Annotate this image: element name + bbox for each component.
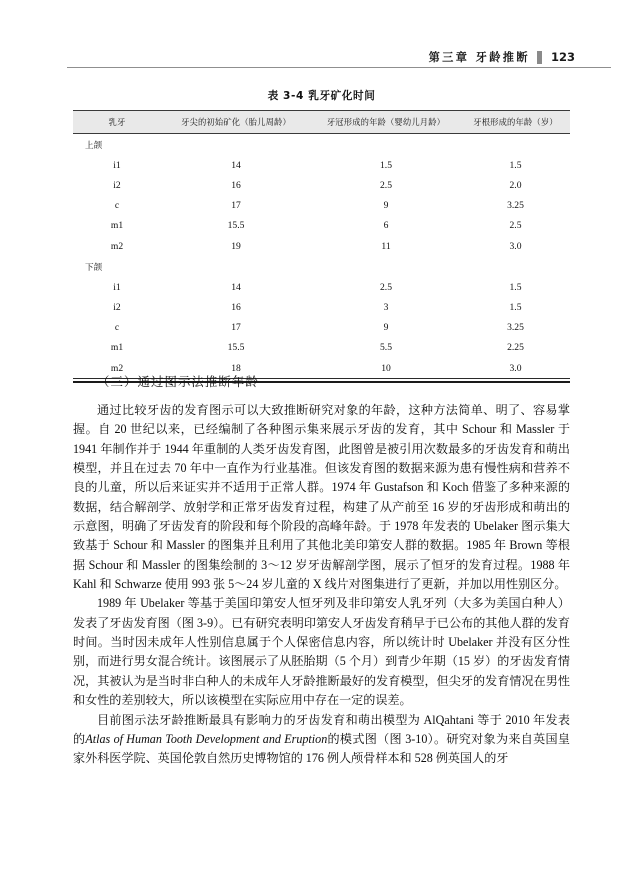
paragraph-1: 通过比较牙齿的发育图示可以大致推断研究对象的年龄，这种方法简单、明了、容易掌握。自 20 世纪以来，已经编制了各种图示集来展示牙齿的发育，其中 Schour 和 Massler 于 1941 年制作并于 1944 年重制的人类牙齿发育图，此图曾是被引用次数最多的牙齿发育和萌出模型，并且在过去 70 年中一直作为行业基准。但该发育图的数据来源为患有慢性病和营养不良的儿童，所以后来证实并不适用于正常人群。1974 年 Gustafson 和 Koch 借鉴了多种来源的数据，结合解剖学、放射学和正常牙齿发育过程，构建了从产前至 16 岁的牙齿形成和萌出的示意图，明确了牙齿发育的阶段和每个阶段的高峰年龄。于 1978 年发表的 Ubelaker 图示集大致基于 Schour 和 Massler 的图集并且利用了其他北美印第安人群的数据。1985 年 Brown 等根据 Schour 和 Massler 的图集绘制的 3～12 岁牙齿解剖学图，展示了恒牙的发育过程。1988 年 Kahl 和 Schwarze 使用 993 张 5～24 岁儿童的 X 线片对图集进行了更新，并加以用性别区分。	[73, 403, 570, 592]
header-divider-bar	[537, 51, 542, 64]
cell-crown: 5.5	[380, 342, 392, 354]
cell-tooth: m1	[110, 220, 124, 232]
cell-root: 1.5	[509, 302, 522, 314]
cell-root: 3.25	[507, 200, 524, 212]
cell-crown: 1.5	[380, 159, 392, 171]
cell-root: 1.5	[509, 159, 522, 171]
cell-tooth: c	[114, 200, 120, 212]
paragraph-3-pre: 目前图示法牙龄推断最具有影响力的牙齿发育和萌出模型为 AlQahtani 等于 2010 年发表的	[73, 712, 570, 746]
cell-mineralization: 15.5	[227, 220, 245, 232]
cell-crown: 9	[383, 200, 389, 212]
cell-root: 2.0	[509, 179, 522, 191]
table-body	[73, 134, 570, 379]
cell-root: 2.5	[509, 220, 522, 232]
cell-mineralization: 15.5	[227, 342, 245, 354]
cell-mineralization: 17	[231, 200, 241, 212]
page-number: 123	[550, 50, 575, 64]
cell-tooth: m1	[110, 342, 124, 354]
cell-tooth: m2	[110, 240, 124, 252]
table-section	[73, 88, 570, 383]
column-header-mineralization: 牙尖的初始矿化（胎儿周龄）	[161, 111, 311, 134]
group-label-lower: 下颌	[85, 262, 103, 273]
table-row	[73, 196, 570, 216]
table-row	[73, 216, 570, 236]
cell-mineralization: 14	[231, 159, 241, 171]
cell-tooth: i2	[113, 179, 121, 191]
cell-crown: 2.5	[380, 281, 392, 293]
cell-tooth: i2	[113, 302, 121, 314]
section-heading: （三）通过图示法推断年龄	[97, 374, 259, 389]
paragraph-3-post: 的模式图（图 3-10）。研究对象为来自英国皇家外科医学院、英国伦敦自然历史博物馆的 176 例人颅骨样本和 528 例英国人的牙	[73, 731, 570, 766]
cell-mineralization: 16	[231, 302, 241, 314]
group-label-upper: 上颌	[85, 140, 103, 151]
cell-mineralization: 16	[231, 179, 241, 191]
table-row	[73, 155, 570, 175]
header-rule	[67, 67, 611, 68]
body-content	[73, 372, 570, 769]
cell-root: 3.25	[507, 322, 524, 334]
cell-tooth: c	[114, 322, 120, 334]
table-group-row	[73, 134, 570, 156]
paragraph-2: 1989 年 Ubelaker 等基于美国印第安人恒牙列及非印第安人乳牙列（大多为美国白种人）发表了牙齿发育图（图 3-9）。已有研究表明印第安人牙齿发育稍早于已公布的其他人群的发育时间。当时因未成年人性别信息属于个人保密信息内容，所以统计时 Ubelaker 并没有区分性别，而进行男女混合统计。该图展示了从胚胎期（5 个月）到青少年期（15 岁）的牙齿发育情况，其被认为是当时非白种人的未成年人牙龄推断最好的发育模型，但尖牙的发育情况在男性和女性的差别较大，所以该模型在实际应用中存在一定的误差。	[73, 596, 570, 708]
table-row	[73, 298, 570, 318]
column-header-crown: 牙冠形成的年龄（婴幼儿月龄）	[311, 111, 461, 134]
cell-crown: 6	[383, 220, 389, 232]
cell-crown: 11	[381, 240, 391, 252]
table-row	[73, 236, 570, 256]
mineralization-table	[73, 110, 570, 378]
running-header-content	[429, 48, 575, 66]
cell-tooth: i1	[113, 159, 121, 171]
table-row	[73, 175, 570, 195]
cell-root: 2.25	[507, 342, 524, 354]
table-group-row	[73, 256, 570, 277]
cell-root: 1.5	[509, 281, 522, 293]
cell-crown: 3	[383, 302, 389, 314]
table-row	[73, 338, 570, 358]
cell-mineralization: 19	[231, 240, 241, 252]
cell-root: 3.0	[509, 240, 522, 252]
cell-mineralization: 14	[231, 281, 241, 293]
paragraph-3	[73, 711, 570, 769]
column-header-root: 牙根形成的年龄（岁）	[461, 111, 570, 134]
cell-crown: 2.5	[380, 179, 392, 191]
cell-tooth: m2	[110, 362, 124, 374]
cell-mineralization: 17	[231, 322, 241, 334]
cell-tooth: i1	[113, 281, 121, 293]
table-row	[73, 277, 570, 297]
table-header-row	[73, 111, 570, 134]
cell-root: 3.0	[509, 362, 522, 374]
cell-mineralization: 18	[231, 362, 241, 374]
table-header	[73, 111, 570, 134]
column-header-tooth: 乳牙	[73, 111, 161, 134]
chapter-title: 第三章 牙龄推断	[428, 51, 530, 64]
table-caption: 表 3-4 乳牙矿化时间	[267, 90, 376, 102]
running-header	[0, 48, 641, 70]
book-title: Atlas of Human Tooth Development and Eruption	[85, 731, 328, 746]
cell-crown: 10	[381, 362, 391, 374]
table-row	[73, 318, 570, 338]
cell-crown: 9	[383, 322, 389, 334]
